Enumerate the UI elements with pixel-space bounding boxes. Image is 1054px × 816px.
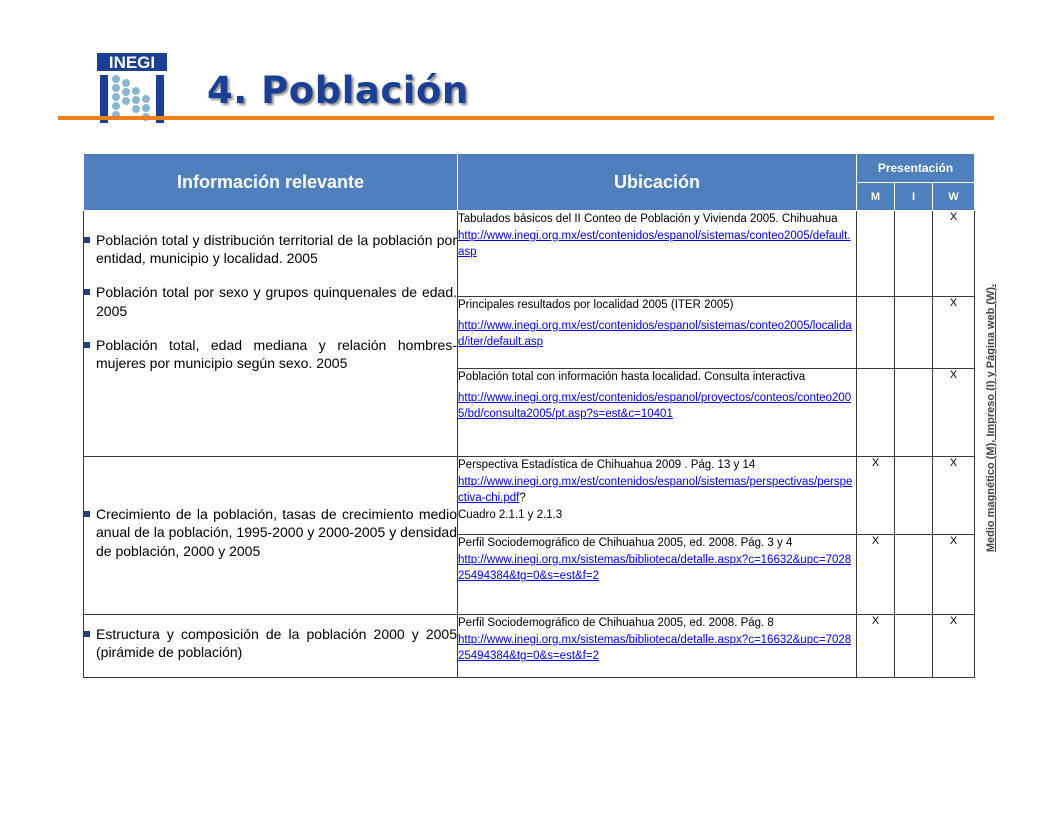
source-text: Perspectiva Estadística de Chihuahua 2009 . Pág. 13 y 14 xyxy=(458,459,756,471)
table-row xyxy=(84,615,975,678)
mark-m xyxy=(857,211,895,297)
info-cell xyxy=(84,211,458,457)
table-row xyxy=(84,457,975,535)
mark-i xyxy=(895,615,933,678)
mark-w: X xyxy=(933,369,975,457)
ubicacion-cell xyxy=(458,615,857,678)
header-presentacion: Presentación xyxy=(857,154,975,183)
source-link[interactable]: http://www.inegi.org.mx/est/contenidos/espanol/sistemas/perspectivas/perspectiva-chi.pdf xyxy=(458,475,853,505)
ubicacion-cell xyxy=(458,457,857,535)
mark-i xyxy=(895,535,933,615)
info-bullet: Crecimiento de la población, tasas de crecimiento medio anual de la población, 1995-2000 y 2000-2005 y densidad de población, 2000 y 2005 xyxy=(84,505,457,560)
source-link[interactable]: http://www.inegi.org.mx/sistemas/biblioteca/detalle.aspx?c=16632&upc=702825494384&tg=0&s=est&f=2 xyxy=(458,553,852,583)
source-text: Perfil Sociodemográfico de Chihuahua 2005, ed. 2008. Pág. 3 y 4 xyxy=(458,537,793,549)
source-link[interactable]: http://www.inegi.org.mx/sistemas/biblioteca/detalle.aspx?c=16632&upc=702825494384&tg=0&s=est&f=2 xyxy=(458,633,852,663)
mark-m xyxy=(857,369,895,457)
info-cell xyxy=(84,615,458,678)
source-text: Principales resultados por localidad 2005 (ITER 2005) xyxy=(458,299,734,311)
info-bullet: Población total, edad mediana y relación hombres-mujeres por municipio según sexo. 2005 xyxy=(84,336,457,372)
table-row xyxy=(84,211,975,297)
presentation-legend: Medio magnético (M), Impreso (I) y Página web (W). xyxy=(985,283,997,553)
mark-i xyxy=(895,297,933,369)
source-note: Cuadro 2.1.1 y 2.1.3 xyxy=(458,509,563,522)
source-text: Tabulados básicos del II Conteo de Población y Vivienda 2005. Chihuahua xyxy=(458,213,838,225)
info-bullet: Población total y distribución territorial de la población por entidad, municipio y localidad. 2005 xyxy=(84,231,457,267)
header-ubicacion: Ubicación xyxy=(458,154,857,211)
svg-text:INEGI: INEGI xyxy=(108,53,156,72)
mark-m: X xyxy=(857,457,895,535)
title-divider xyxy=(58,116,994,120)
mark-w: X xyxy=(933,457,975,535)
ubicacion-cell xyxy=(458,211,857,297)
info-bullet: Población total por sexo y grupos quinquenales de edad. 2005 xyxy=(84,283,457,319)
source-link[interactable]: http://www.inegi.org.mx/est/contenidos/espanol/proyectos/conteos/conteo2005/bd/consulta2005/pt.asp?s=est&c=10401 xyxy=(458,391,852,421)
ubicacion-cell xyxy=(458,369,857,457)
link-suffix: ? xyxy=(519,492,526,505)
mark-i xyxy=(895,457,933,535)
ubicacion-cell xyxy=(458,297,857,369)
mark-m xyxy=(857,297,895,369)
mark-m: X xyxy=(857,615,895,678)
mark-m: X xyxy=(857,535,895,615)
header-w: W xyxy=(933,183,975,211)
header-informacion: Información relevante xyxy=(84,154,458,211)
header-m: M xyxy=(857,183,895,211)
poblacion-table xyxy=(83,153,975,678)
mark-i xyxy=(895,369,933,457)
source-text: Población total con información hasta localidad. Consulta interactiva xyxy=(458,371,806,383)
source-link[interactable]: http://www.inegi.org.mx/est/contenidos/espanol/sistemas/conteo2005/default.asp xyxy=(458,229,851,259)
ubicacion-cell xyxy=(458,535,857,615)
header-i: I xyxy=(895,183,933,211)
source-text: Perfil Sociodemográfico de Chihuahua 2005, ed. 2008. Pág. 8 xyxy=(458,617,774,629)
source-link[interactable]: http://www.inegi.org.mx/est/contenidos/espanol/sistemas/conteo2005/localidad/iter/default.asp xyxy=(458,319,852,349)
mark-w: X xyxy=(933,615,975,678)
info-bullet: Estructura y composición de la población 2000 y 2005 (pirámide de población) xyxy=(84,625,457,661)
mark-w: X xyxy=(933,297,975,369)
page-title: 4. Población xyxy=(207,69,469,112)
mark-w: X xyxy=(933,535,975,615)
mark-i xyxy=(895,211,933,297)
mark-w: X xyxy=(933,211,975,297)
info-cell xyxy=(84,457,458,615)
